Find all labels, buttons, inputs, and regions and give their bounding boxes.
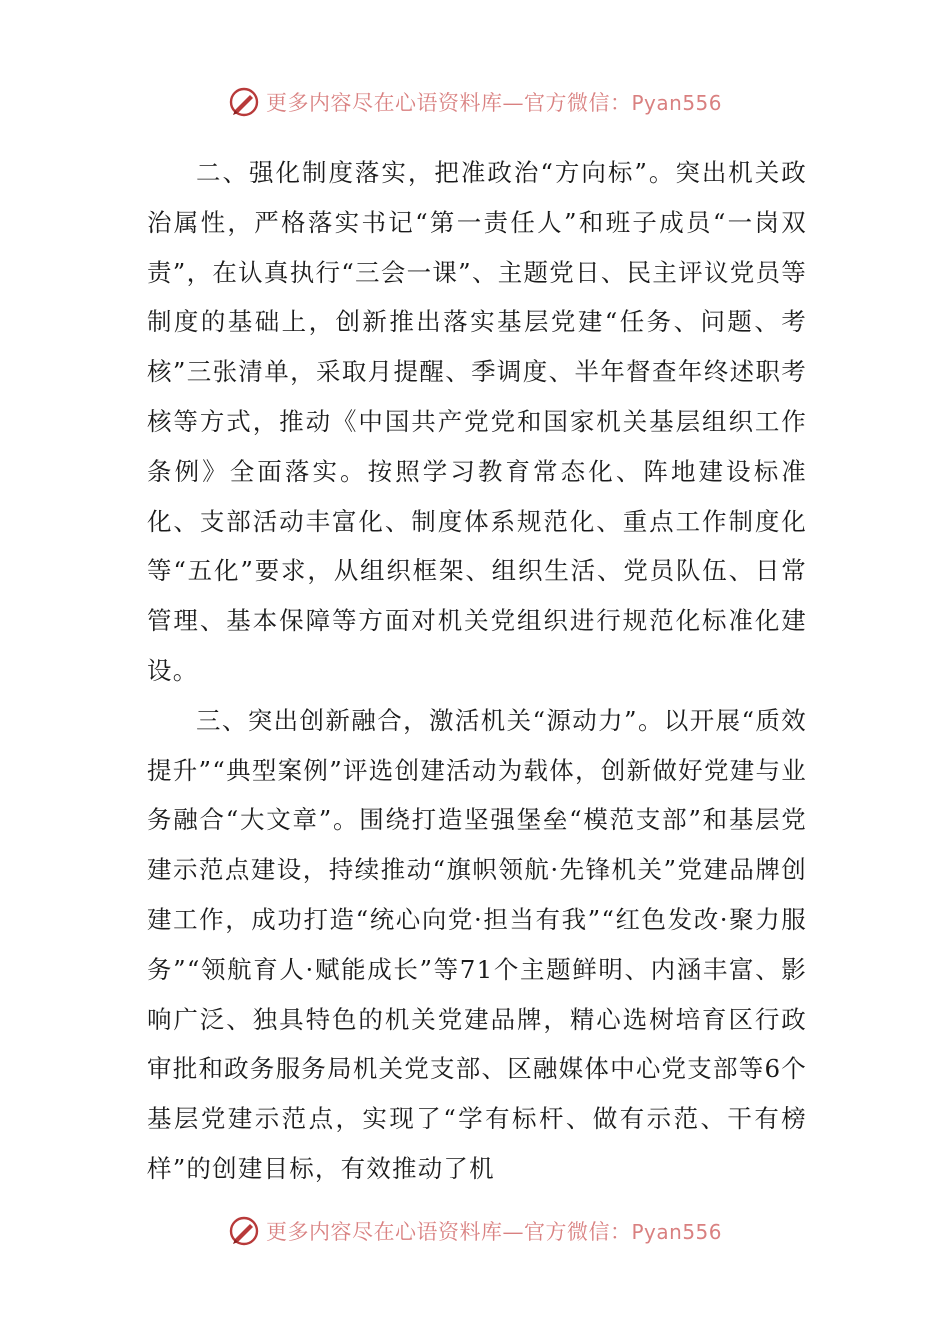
pen-circle-logo-icon [228,86,260,118]
header-watermark [0,82,950,122]
document-body [147,148,807,1194]
paragraph-institution: 二、强化制度落实，把准政治“方向标”。突出机关政治属性，严格落实书记“第一责任人”和班子成员“一岗双责”，在认真执行“三会一课”、主题党日、民主评议党员等制度的基础上，创新推出落实基层党建“任务、问题、考核”三张清单，采取月提醒、季调度、半年督查年终述职考核等方式，推动《中国共产党党和国家机关基层组织工作条例》全面落实。按照学习教育常态化、阵地建设标准化、支部活动丰富化、制度体系规范化、重点工作制度化等“五化”要求，从组织框架、组织生活、党员队伍、日常管理、基本保障等方面对机关党组织进行规范化标准化建设。 [147,158,807,685]
paragraph-innovation: 三、突出创新融合，激活机关“源动力”。以开展“质效提升”“典型案例”评选创建活动为载体，创新做好党建与业务融合“大文章”。围绕打造坚强堡垒“模范支部”和基层党建示范点建设，持续推动“旗帜领航·先锋机关”党建品牌创建工作，成功打造“统心向党·担当有我”“红色发改·聚力服务”“领航育人·赋能成长”等71个主题鲜明、内涵丰富、影响广泛、独具特色的机关党建品牌，精心选树培育区行政审批和政务服务局机关党支部、区融媒体中心党支部等6个基层党建示范点，实现了“学有标杆、做有示范、干有榜样”的创建目标，有效推动了机 [147,705,807,1183]
footer-watermark [0,1211,950,1251]
pen-circle-logo-icon [228,1215,260,1247]
watermark-text: 更多内容尽在心语资料库—官方微信：Pyan556 [265,91,722,115]
watermark-text: 更多内容尽在心语资料库—官方微信：Pyan556 [265,1220,722,1244]
